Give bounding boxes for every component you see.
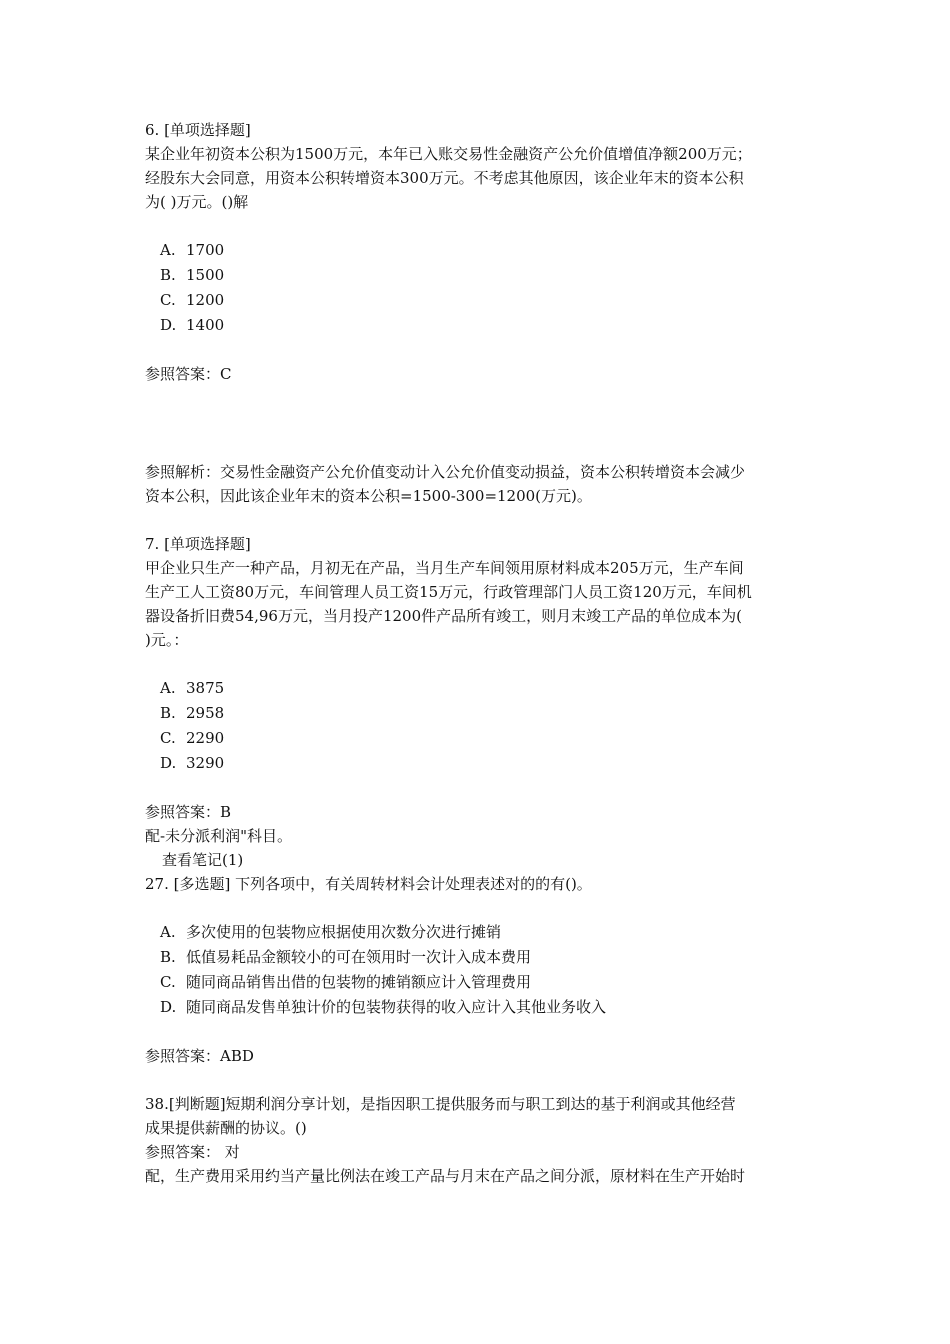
question-text-line: 经股东大会同意，用资本公积转增资本300万元。不考虑其他原因，该企业年末的资本公积 xyxy=(145,169,744,187)
option-text: 1400 xyxy=(186,316,225,334)
option-letter: A. xyxy=(160,241,176,259)
option-text: 低值易耗品金额较小的可在领用时一次计入成本费用 xyxy=(186,948,532,966)
option-item xyxy=(160,238,815,263)
view-notes-link[interactable]: 查看笔记(1) xyxy=(162,851,244,869)
question-text-line: 38.[判断题]短期利润分享计划，是指因职工提供服务而与职工到达的基于利润或其他经营 xyxy=(145,1095,736,1113)
question-38 xyxy=(145,1092,815,1188)
option-text: 2290 xyxy=(186,729,225,747)
option-letter: C. xyxy=(160,291,176,309)
option-text: 1200 xyxy=(186,291,225,309)
option-item xyxy=(160,995,815,1020)
option-item xyxy=(160,313,815,338)
question-text-line: 甲企业只生产一种产品，月初无在产品，当月生产车间领用原材料成本205万元，生产车间 xyxy=(145,559,744,577)
option-item xyxy=(160,701,815,726)
option-item xyxy=(160,945,815,970)
option-text: 3290 xyxy=(186,754,225,772)
option-letter: D. xyxy=(160,998,177,1016)
option-letter: B. xyxy=(160,266,176,284)
option-item xyxy=(160,970,815,995)
option-text: 2958 xyxy=(186,704,225,722)
option-item xyxy=(160,751,815,776)
question-header: 6. [单项选择题] xyxy=(145,121,251,139)
analysis-line: 资本公积，因此该企业年末的资本公积=1500-300=1200(万元)。 xyxy=(145,487,592,505)
question-7 xyxy=(145,532,815,872)
question-text-line: 生产工人工资80万元，车间管理人员工资15万元，行政管理部门人员工资120万元，车间机 xyxy=(145,583,752,601)
option-list xyxy=(145,676,815,776)
option-letter: A. xyxy=(160,923,176,941)
question-header: 7. [单项选择题] xyxy=(145,535,251,553)
answer-text: 参照答案： 对 xyxy=(145,1143,240,1161)
option-item xyxy=(160,263,815,288)
option-text: 随同商品销售出借的包装物的摊销额应计入管理费用 xyxy=(186,973,532,991)
option-letter: C. xyxy=(160,973,176,991)
option-list xyxy=(145,920,815,1020)
question-27 xyxy=(145,872,815,1068)
question-text-line: 成果提供薪酬的协议。() xyxy=(145,1119,307,1137)
option-text: 多次使用的包装物应根据使用次数分次进行摊销 xyxy=(186,923,502,941)
question-header: 27. [多选题] 下列各项中，有关周转材料会计处理表述对的的有()。 xyxy=(145,875,592,893)
option-letter: B. xyxy=(160,704,176,722)
analysis-line: 参照解析：交易性金融资产公允价值变动计入公允价值变动损益，资本公积转增资本会减少 xyxy=(145,463,746,481)
document-body xyxy=(145,118,815,1188)
option-letter: C. xyxy=(160,729,176,747)
option-list xyxy=(145,238,815,338)
tail-text: 配，生产费用采用约当产量比例法在竣工产品与月末在产品之间分派，原材料在生产开始时 xyxy=(145,1167,746,1185)
option-letter: B. xyxy=(160,948,176,966)
option-item xyxy=(160,288,815,313)
question-6 xyxy=(145,118,815,508)
option-item xyxy=(160,676,815,701)
option-letter: D. xyxy=(160,316,177,334)
option-letter: A. xyxy=(160,679,176,697)
option-text: 1700 xyxy=(186,241,225,259)
option-item xyxy=(160,920,815,945)
extra-text: 配-未分派利润"科目。 xyxy=(145,827,292,845)
answer-text: 参照答案：ABD xyxy=(145,1047,254,1065)
question-text-line: 某企业年初资本公积为1500万元，本年已入账交易性金融资产公允价值增值净额200万元； xyxy=(145,145,752,163)
option-text: 随同商品发售单独计价的包装物获得的收入应计入其他业务收入 xyxy=(186,998,607,1016)
answer-text: 参照答案：C xyxy=(145,365,232,383)
option-text: 1500 xyxy=(186,266,225,284)
option-letter: D. xyxy=(160,754,177,772)
question-text-line: )元。： xyxy=(145,631,189,649)
question-text-line: 器设备折旧费54,96万元，当月投产1200件产品所有竣工，则月末竣工产品的单位成本为( xyxy=(145,607,742,625)
question-text-line: 为( )万元。()解 xyxy=(145,193,249,211)
option-item xyxy=(160,726,815,751)
answer-text: 参照答案：B xyxy=(145,803,232,821)
option-text: 3875 xyxy=(186,679,225,697)
